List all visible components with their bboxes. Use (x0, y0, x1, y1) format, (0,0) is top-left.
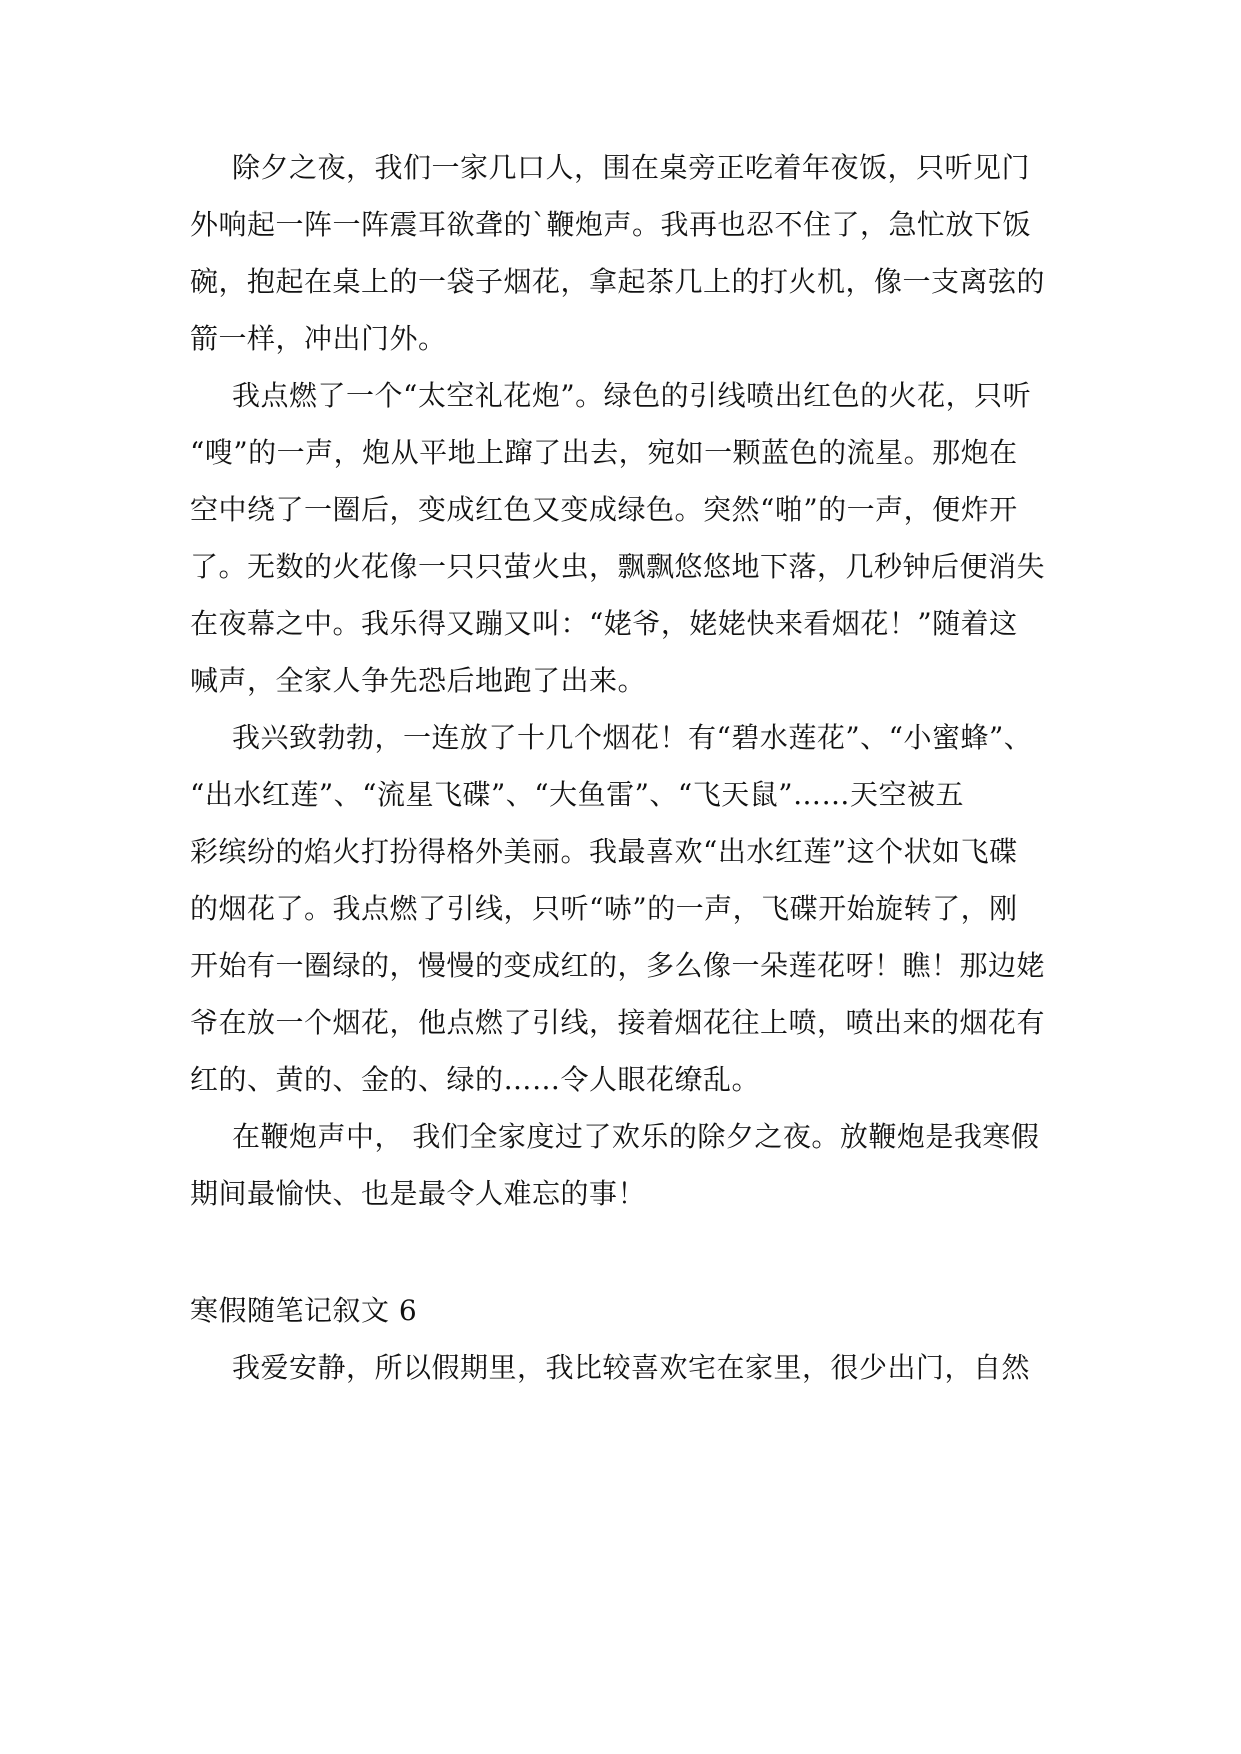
text-line: 红的、黄的、金的、绿的……令人眼花缭乱。 (190, 1063, 761, 1096)
text-line: 彩缤纷的焰火打扮得格外美丽。我最喜欢“出水红莲”这个状如飞碟 (190, 835, 1018, 868)
text-line: 空中绕了一圈后，变成红色又变成绿色。突然“啪”的一声，便炸开 (190, 493, 1018, 526)
text-line: 的烟花了。我点燃了引线，只听“哧”的一声，飞碟开始旋转了，刚 (190, 892, 1018, 925)
text-line: 喊声，全家人争先恐后地跑了出来。 (190, 664, 647, 697)
text-line: 期间最愉快、也是最令人难忘的事！ (190, 1177, 647, 1210)
text-line: 碗，抱起在桌上的一袋子烟花，拿起茶几上的打火机，像一支离弦的 (190, 265, 1046, 298)
text-line: 我点燃了一个“太空礼花炮”。绿色的引线喷出红色的火花，只听 (232, 379, 1032, 412)
text-line: 在夜幕之中。我乐得又蹦又叫：“姥爷，姥姥快来看烟花！”随着这 (190, 607, 1018, 640)
text-line: 我兴致勃勃，一连放了十几个烟花！有“碧水莲花”、“小蜜蜂”、 (232, 721, 1033, 754)
text-line: 箭一样，冲出门外。 (190, 322, 447, 355)
text-line: 除夕之夜，我们一家几口人，围在桌旁正吃着年夜饭，只听见门 (232, 151, 1031, 184)
text-line: 爷在放一个烟花，他点燃了引线，接着烟花往上喷，喷出来的烟花有 (190, 1006, 1046, 1039)
text-line: 我爱安静，所以假期里，我比较喜欢宅在家里，很少出门，自然 (232, 1351, 1031, 1384)
text-line: 了。无数的火花像一只只萤火虫，飘飘悠悠地下落，几秒钟后便消失 (190, 550, 1046, 583)
text-line: “出水红莲”、“流星飞碟”、“大鱼雷”、“飞天鼠”……天空被五 (190, 778, 965, 811)
text-line: 外响起一阵一阵震耳欲聋的`鞭炮声。我再也忍不住了，急忙放下饭 (190, 208, 1032, 241)
text-line: 在鞭炮声中， 我们全家度过了欢乐的除夕之夜。放鞭炮是我寒假 (232, 1120, 1040, 1153)
text-line: “嗖”的一声，炮从平地上蹿了出去，宛如一颗蓝色的流星。那炮在 (190, 436, 1018, 469)
text-line: 开始有一圈绿的，慢慢的变成红的，多么像一朵莲花呀！瞧！那边姥 (190, 949, 1046, 982)
section-title: 寒假随笔记叙文 6 (190, 1294, 418, 1327)
